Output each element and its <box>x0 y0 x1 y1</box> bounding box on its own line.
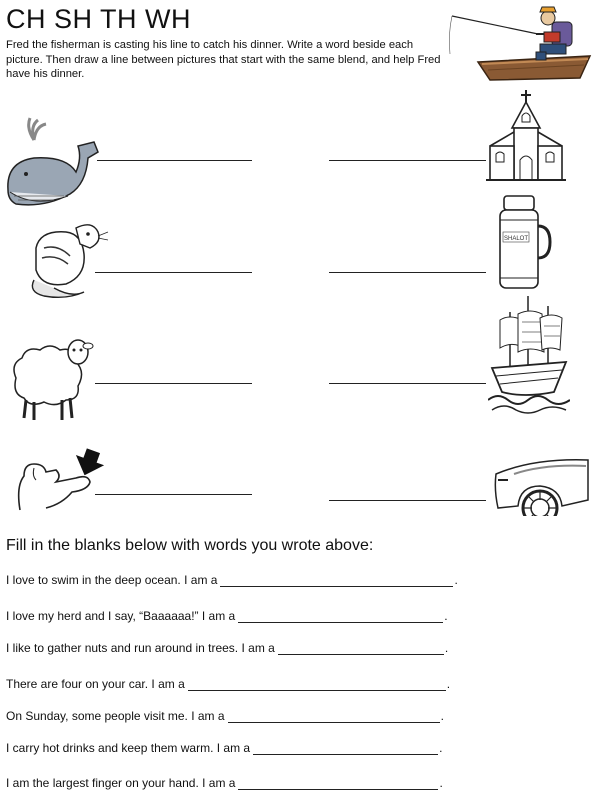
thermos-icon <box>492 192 552 292</box>
fill-blank[interactable] <box>228 712 440 723</box>
answer-line-thumb[interactable] <box>95 494 252 495</box>
sentence-row <box>6 741 442 755</box>
thumb-icon <box>16 446 106 512</box>
sentence-end: . <box>444 641 449 655</box>
whale-icon <box>4 112 100 212</box>
fill-blank[interactable] <box>238 779 438 790</box>
answer-line-thermos[interactable] <box>329 272 486 273</box>
sentence-text: On Sunday, some people visit me. I am a <box>6 709 225 723</box>
wheel-icon <box>494 456 590 516</box>
sentence-row <box>6 776 443 790</box>
answer-line-chipmunk[interactable] <box>95 272 252 273</box>
fill-blank[interactable] <box>220 576 453 587</box>
sentence-text: I like to gather nuts and run around in trees. I am a <box>6 641 275 655</box>
sentence-end: . <box>439 776 443 790</box>
sentence-end: . <box>454 573 458 587</box>
worksheet-title: CH SH TH WH <box>6 4 191 34</box>
sentence-text: There are four on your car. I am a <box>6 677 185 691</box>
answer-line-wheel[interactable] <box>329 500 486 501</box>
sentence-end: . <box>446 677 451 691</box>
sentence-end: . <box>439 741 443 755</box>
answer-line-sheep[interactable] <box>95 383 252 384</box>
sentence-row <box>6 641 448 655</box>
sentence-row <box>6 573 458 587</box>
sentence-row <box>6 609 448 623</box>
thermos-label: SHALOT <box>503 236 529 242</box>
sentence-text: I love my herd and I say, “Baaaaaa!” I am a <box>6 609 236 623</box>
sentence-text: I am the largest finger on your hand. I am a <box>6 776 236 790</box>
sheep-icon <box>8 334 94 424</box>
sentence-row <box>6 709 444 723</box>
sentence-text: I carry hot drinks and keep them warm. I am a <box>6 741 251 755</box>
ship-icon <box>488 292 570 416</box>
chipmunk-icon <box>26 218 110 302</box>
fill-in-heading: Fill in the blanks below with words you wrote above: <box>6 537 374 554</box>
sentence-text: I love to swim in the deep ocean. I am a <box>6 573 218 587</box>
answer-line-ship[interactable] <box>329 383 486 384</box>
fill-blank[interactable] <box>278 644 444 655</box>
fisherman-in-boat-icon <box>440 4 595 82</box>
instructions-text: Fred the fisherman is casting his line to catch his dinner. Write a word beside each picture. Then draw a line between pictures that start with the same blend, and help Fred have his dinner. <box>6 39 441 80</box>
answer-line-church[interactable] <box>329 160 486 161</box>
church-icon <box>486 88 566 184</box>
fill-blank[interactable] <box>253 744 438 755</box>
fill-blank[interactable] <box>238 612 443 623</box>
sentence-end: . <box>440 709 444 723</box>
sentence-end: . <box>444 609 448 623</box>
sentence-row <box>6 677 450 691</box>
answer-line-whale[interactable] <box>97 160 252 161</box>
fill-blank[interactable] <box>188 680 446 691</box>
